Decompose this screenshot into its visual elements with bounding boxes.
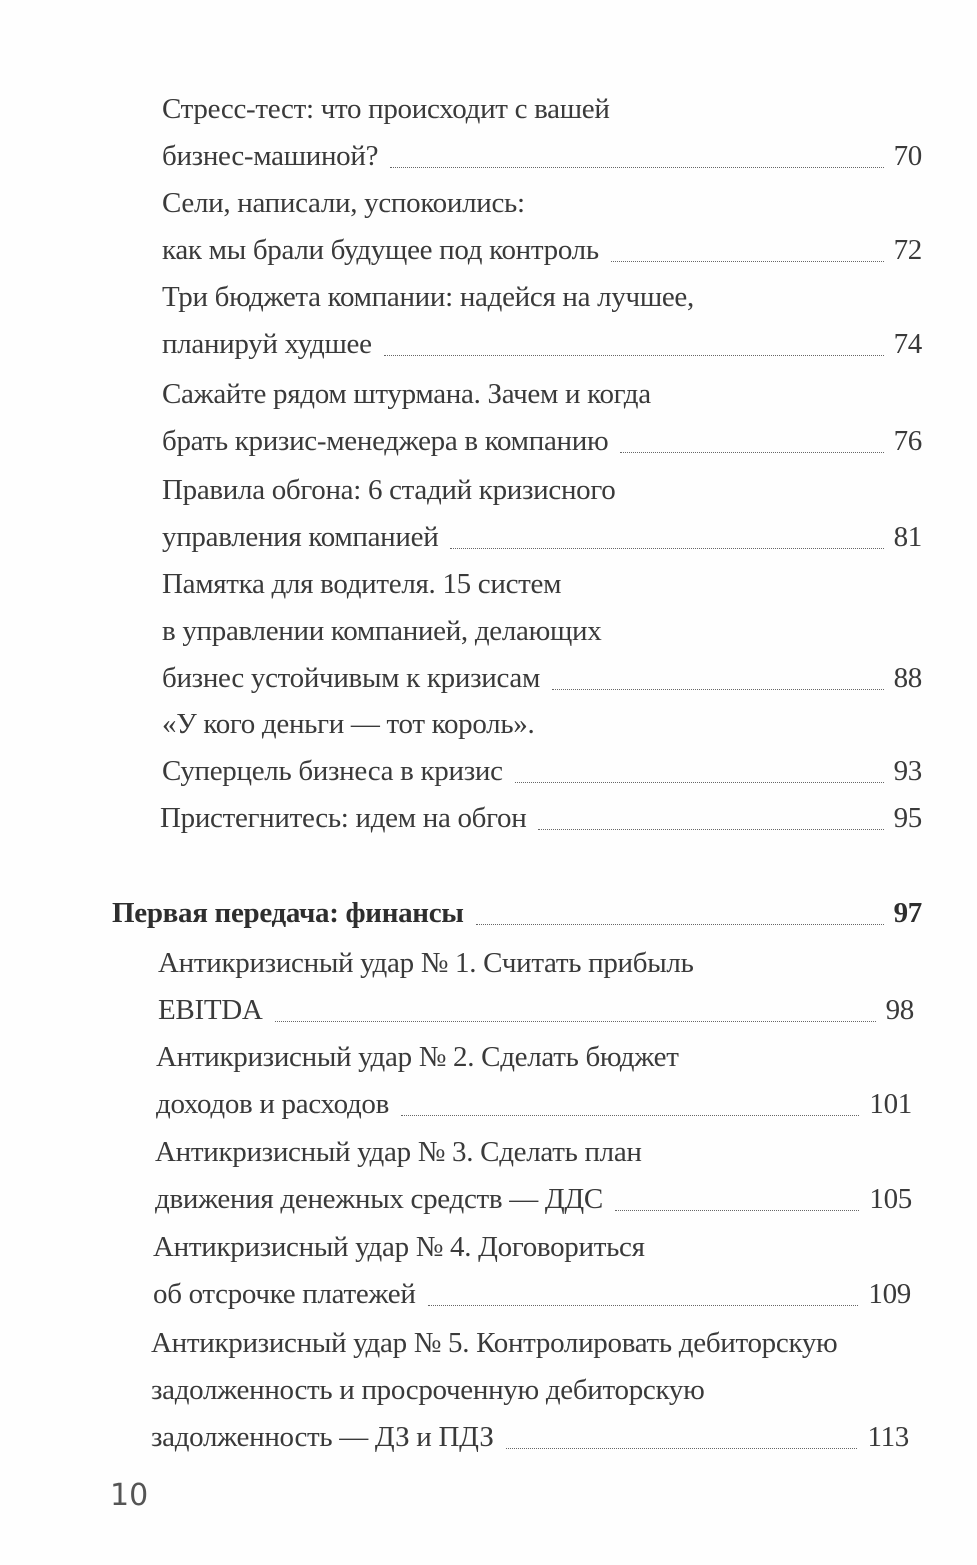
- dot-leader: [275, 1021, 876, 1022]
- toc-page-number: 95: [893, 802, 922, 834]
- toc-entry: [156, 1034, 912, 1128]
- toc-entry: [162, 180, 922, 274]
- toc-entry: [155, 1129, 912, 1223]
- toc-entry-title-line: Антикризисный удар № 4. Договориться: [153, 1231, 645, 1263]
- toc-entry-title-line: как мы брали будущее под контроль: [162, 234, 599, 266]
- toc-page-number: 113: [867, 1421, 909, 1453]
- toc-entry-title-line: об отсрочке платежей: [153, 1278, 416, 1310]
- toc-entry-title-line: в управлении компанией, делающих: [162, 615, 602, 647]
- toc-entry-title-line: задолженность — ДЗ и ПДЗ: [151, 1421, 494, 1453]
- toc-section-title: Первая передача: финансы: [112, 897, 464, 929]
- toc-page-number: 76: [893, 425, 922, 457]
- dot-leader: [611, 261, 884, 262]
- toc-entry-title-line: планируй худшее: [162, 328, 372, 360]
- toc-entry: [153, 1224, 911, 1318]
- dot-leader: [401, 1115, 859, 1116]
- toc-entry-title-line: Антикризисный удар № 5. Контролировать дебиторскую: [151, 1327, 838, 1359]
- toc-entry-title-line: Антикризисный удар № 1. Считать прибыль: [158, 947, 694, 979]
- toc-page-number: 72: [893, 234, 922, 266]
- toc-entry: [162, 561, 922, 702]
- dot-leader: [538, 829, 883, 830]
- toc-page-number: 74: [893, 328, 922, 360]
- toc-entry-title-line: Пристегнитесь: идем на обгон: [160, 802, 527, 834]
- toc-entry-title-line: движения денежных средств — ДДС: [155, 1183, 603, 1215]
- toc-page-number: 97: [893, 897, 922, 929]
- toc-entry-title-line: Антикризисный удар № 3. Сделать план: [155, 1136, 642, 1168]
- dot-leader: [390, 167, 883, 168]
- toc-entry: [162, 701, 922, 795]
- toc-entry-title-line: Памятка для водителя. 15 систем: [162, 568, 562, 600]
- toc-entry: [162, 371, 922, 465]
- dot-leader: [450, 548, 883, 549]
- toc-entry-title-line: Стресс-тест: что происходит с вашей: [162, 93, 610, 125]
- toc-entry: [162, 467, 922, 561]
- toc-entry-title-line: бизнес-машиной?: [162, 140, 379, 172]
- toc-entry-title-line: брать кризис-менеджера в компанию: [162, 425, 609, 457]
- toc-entry-title-line: Правила обгона: 6 стадий кризисного: [162, 474, 616, 506]
- toc-page-number: 81: [893, 521, 922, 553]
- dot-leader: [552, 689, 884, 690]
- toc-entry-title-line: управления компанией: [162, 521, 439, 553]
- dot-leader: [428, 1305, 859, 1306]
- toc-entry-title-line: Суперцель бизнеса в кризис: [162, 755, 503, 787]
- toc-page-number: 93: [893, 755, 922, 787]
- toc-entry: [151, 1320, 909, 1461]
- toc-entry-title-line: Сели, написали, успокоились:: [162, 187, 525, 219]
- dot-leader: [620, 452, 883, 453]
- toc-entry-title-line: EBITDA: [158, 994, 263, 1026]
- toc-page-number: 105: [869, 1183, 912, 1215]
- dot-leader: [476, 924, 884, 925]
- toc-page-number: 109: [868, 1278, 911, 1310]
- toc-section-heading: [112, 890, 922, 937]
- toc-entry-title-line: доходов и расходов: [156, 1088, 390, 1120]
- dot-leader: [615, 1210, 860, 1211]
- toc-entry-title-line: «У кого деньги — тот король».: [162, 708, 535, 740]
- toc-entry: [160, 795, 922, 842]
- toc-entry: [162, 86, 922, 180]
- toc-page-number: 98: [885, 994, 914, 1026]
- page-number: 10: [110, 1478, 149, 1513]
- toc-entry-title-line: бизнес устойчивым к кризисам: [162, 662, 541, 694]
- toc-entry-title-line: Три бюджета компании: надейся на лучшее,: [162, 281, 694, 313]
- toc-entry: [162, 274, 922, 368]
- toc-entry-title-line: задолженность и просроченную дебиторскую: [151, 1374, 705, 1406]
- toc-entry: [158, 940, 914, 1034]
- toc-entry-title-line: Сажайте рядом штурмана. Зачем и когда: [162, 378, 651, 410]
- toc-entry-title-line: Антикризисный удар № 2. Сделать бюджет: [156, 1041, 679, 1073]
- toc-page-number: 88: [893, 662, 922, 694]
- dot-leader: [506, 1448, 858, 1449]
- toc-page-number: 70: [893, 140, 922, 172]
- dot-leader: [515, 782, 884, 783]
- dot-leader: [384, 355, 884, 356]
- toc-page-number: 101: [869, 1088, 912, 1120]
